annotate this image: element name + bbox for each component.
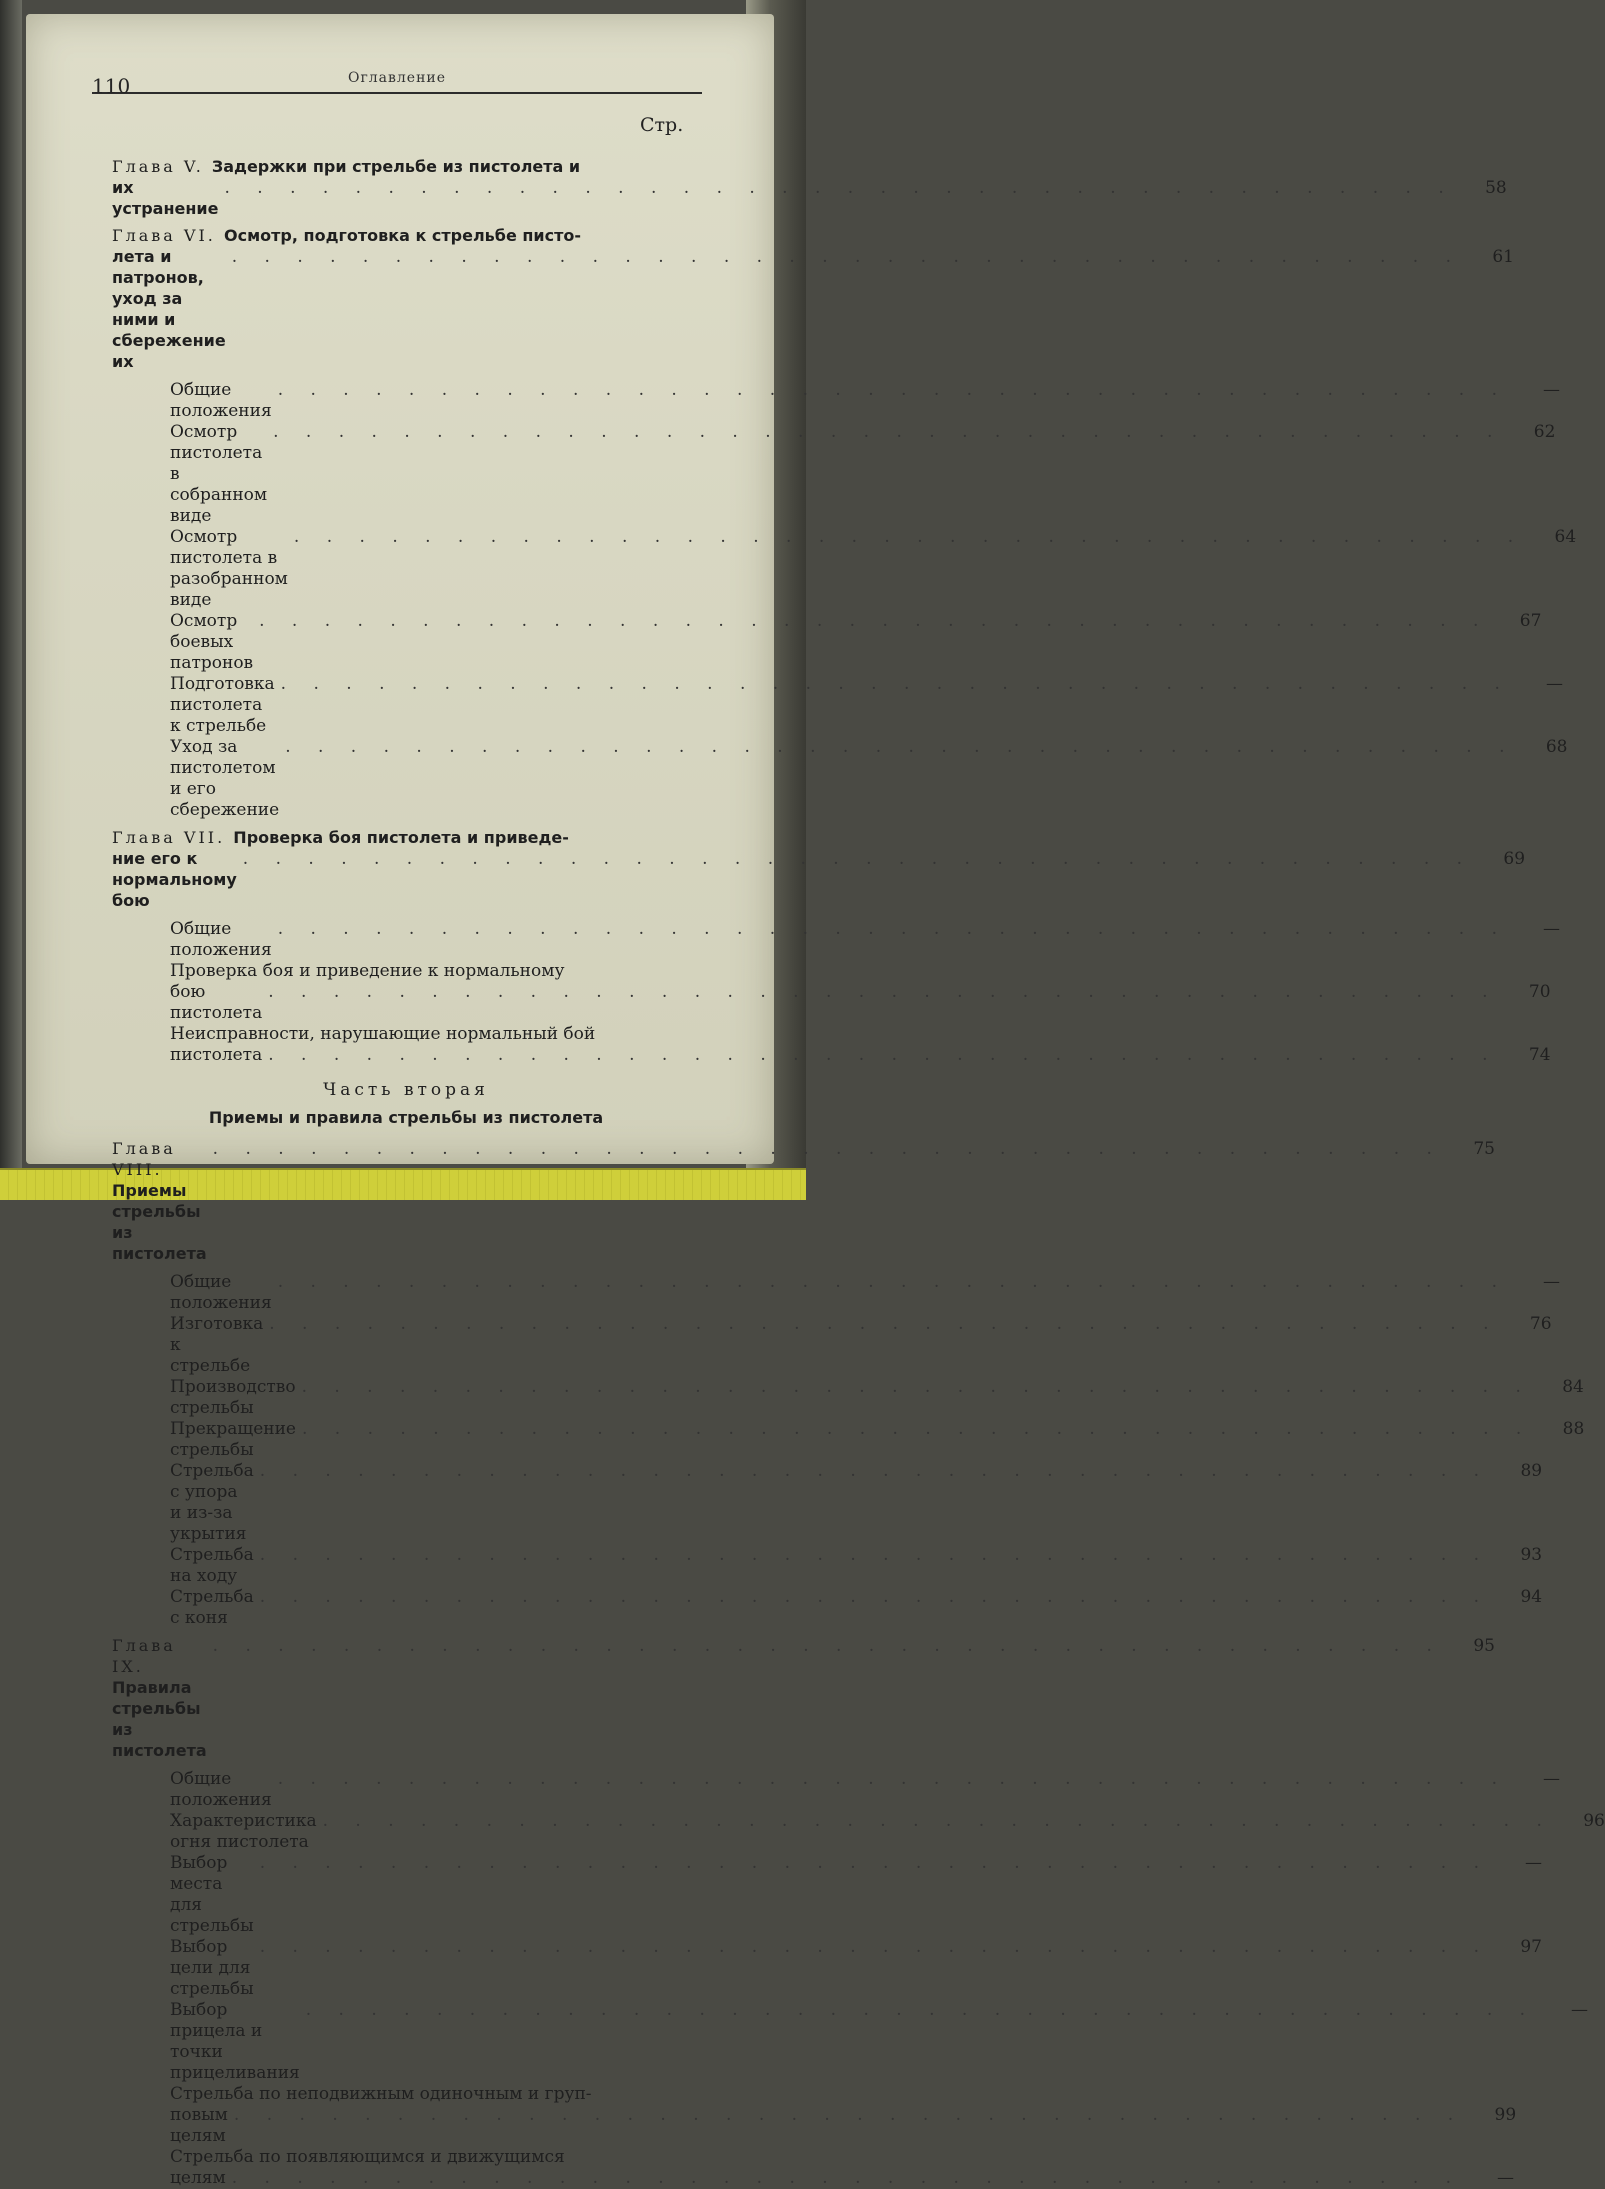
toc-section-entry [112, 611, 1542, 674]
chapter-label: Глава IX. [112, 1636, 176, 1676]
leader-dots: . . . . . . . . . . . . . . . . . . . . . . . . . . . . . . . . . . . . . . [285, 737, 1516, 757]
toc-line [170, 2147, 700, 2168]
chapter-label: Глава VI. [112, 226, 224, 245]
entry-title: Стрельба на ходу [170, 1545, 254, 1586]
page-ref: 74 [1528, 1045, 1551, 1065]
page-ref: 94 [1520, 1587, 1543, 1607]
toc-line [170, 919, 1560, 961]
entry-title: Общие положения [170, 1272, 272, 1313]
toc-line [170, 2168, 1515, 2189]
page-column-header: Стр. [640, 114, 684, 136]
leader-dots: . . . . . . . . . . . . . . . . . . . . . . . . . . . . . . . . . . . . . . [224, 178, 1455, 198]
page-ref: — [1542, 1272, 1560, 1292]
page-ref: 75 [1473, 1139, 1495, 1159]
entry-title: повым целям [170, 2105, 228, 2146]
entry-title: Общие положения [170, 919, 272, 960]
toc-line [112, 827, 700, 848]
toc-section-entry [112, 422, 1556, 527]
leader-dots: . . . . . . . . . . . . . . . . . . . . . . . . . . . . . . . . . . . . . . [277, 919, 1508, 939]
toc-line [112, 848, 1526, 911]
leader-dots: . . . . . . . . . . . . . . . . . . . . . . . . . . . . . . . . . . . . . . [322, 1811, 1553, 1831]
leader-dots: . . . . . . . . . . . . . . . . . . . . . . . . . . . . . . . . . . . . . . [212, 1636, 1443, 1656]
toc-line [170, 2000, 1589, 2084]
page-ref: 58 [1485, 178, 1507, 198]
toc-line [170, 1272, 1560, 1314]
toc-section-entry [112, 1937, 1542, 2000]
page-ref: 68 [1545, 737, 1568, 757]
toc-line [170, 1545, 1543, 1587]
page-ref: 84 [1562, 1377, 1584, 1397]
spacer [112, 911, 700, 919]
toc-section-entry [112, 1769, 1560, 1811]
leader-dots: . . . . . . . . . . . . . . . . . . . . . . . . . . . . . . . . . . . . . . [259, 1853, 1490, 1873]
toc-line [170, 380, 1560, 422]
toc-line [170, 674, 1563, 737]
leader-dots: . . . . . . . . . . . . . . . . . . . . . . . . . . . . . . . . . . . . . . [259, 1587, 1491, 1607]
toc-line [112, 1635, 1495, 1761]
page-ref: 97 [1520, 1937, 1542, 1957]
toc-section-entry [112, 1314, 1552, 1377]
entry-title: Проверка боя и приведение к нормальному [170, 961, 565, 981]
page-ref: 89 [1520, 1461, 1543, 1481]
page-ref: 64 [1554, 527, 1577, 547]
entry-title: Стрельба по появляющимся и движущимся [170, 2147, 565, 2167]
part-title: Часть вторая [323, 1080, 489, 1100]
toc-line [170, 1769, 1560, 1811]
toc-line [170, 1045, 1551, 1066]
entry-title: Прекращение стрельбы [170, 1419, 296, 1460]
page-ref: 69 [1503, 849, 1526, 869]
leader-dots: . . . . . . . . . . . . . . . . . . . . . . . . . . . . . . . . . . . . . . [268, 1045, 1499, 1065]
entry-title: Стрельба с коня [170, 1587, 254, 1628]
page-ref: 95 [1473, 1636, 1495, 1656]
entry-title: бою пистолета [170, 982, 263, 1023]
leader-dots: . . . . . . . . . . . . . . . . . . . . . . . . . . . . . . . . . . . . . . [273, 422, 1504, 442]
toc-chapter-entry [112, 1138, 1495, 1264]
entry-title: Глава V. Задержки при стрельбе из пистолета и [112, 157, 581, 176]
toc-line [170, 2084, 700, 2105]
toc-line [112, 1138, 1495, 1264]
entry-title: Глава VI. Осмотр, подготовка к стрельбе писто- [112, 226, 582, 245]
toc-section-entry [112, 1419, 1585, 1461]
leader-dots: . . . . . . . . . . . . . . . . . . . . . . . . . . . . . . . . . . . . . . [302, 1419, 1533, 1439]
entry-title: Выбор цели для стрельбы [170, 1937, 254, 1999]
page-ref: — [1542, 1769, 1560, 1789]
leader-dots: . . . . . . . . . . . . . . . . . . . . . . . . . . . . . . . . . . . . . . [259, 1545, 1491, 1565]
toc-chapter-entry [112, 827, 1526, 911]
leader-dots: . . . . . . . . . . . . . . . . . . . . . . . . . . . . . . . . . . . . . . [231, 247, 1462, 267]
toc-line [170, 1419, 1585, 1461]
page-ref: 93 [1520, 1545, 1543, 1565]
toc-line [170, 1853, 1542, 1937]
toc-line [170, 1024, 700, 1045]
toc-line [170, 1811, 1605, 1853]
page-ref: 61 [1492, 247, 1514, 267]
entry-title: целям [170, 2168, 226, 2188]
toc-section-entry [112, 2084, 1517, 2147]
entry-title: их устранение [112, 178, 219, 218]
leader-dots: . . . . . . . . . . . . . . . . . . . . . . . . . . . . . . . . . . . . . . [277, 380, 1508, 400]
page-ref: 70 [1528, 982, 1551, 1002]
chapter-label: Глава V. [112, 157, 212, 176]
leader-dots: . . . . . . . . . . . . . . . . . . . . . . . . . . . . . . . . . . . . . . [301, 1377, 1532, 1397]
chapter-label: Глава VIII. [112, 1139, 176, 1179]
leader-dots: . . . . . . . . . . . . . . . . . . . . . . . . . . . . . . . . . . . . . . [269, 1314, 1500, 1334]
toc-section-entry [112, 1545, 1543, 1587]
page-ref: — [1542, 380, 1560, 400]
entry-title: Глава VIII. Приемы стрельбы из пистолета [112, 1139, 207, 1263]
entry-title: пистолета [170, 1045, 263, 1065]
toc-section-entry [112, 1811, 1605, 1853]
toc-section-entry [112, 1024, 1551, 1066]
entry-title: Осмотр боевых патронов [170, 611, 254, 673]
leader-dots: . . . . . . . . . . . . . . . . . . . . . . . . . . . . . . . . . . . . . . [280, 674, 1511, 694]
leader-dots: . . . . . . . . . . . . . . . . . . . . . . . . . . . . . . . . . . . . . . [242, 849, 1474, 869]
toc-section-entry [112, 380, 1560, 422]
toc-chapter-entry [112, 1635, 1495, 1761]
toc-line [170, 737, 1568, 821]
toc-line [170, 2105, 1517, 2147]
backdrop-left [0, 0, 22, 1200]
toc-section-entry [112, 2147, 1515, 2189]
leader-dots: . . . . . . . . . . . . . . . . . . . . . . . . . . . . . . . . . . . . . . [305, 2000, 1537, 2020]
entry-title: Изготовка к стрельбе [170, 1314, 264, 1376]
page-ref: — [1497, 2168, 1515, 2188]
spacer [112, 1264, 700, 1272]
entry-title: Производство стрельбы [170, 1377, 296, 1418]
page-ref: 76 [1529, 1314, 1552, 1334]
toc-section-entry [112, 2000, 1589, 2084]
leader-dots: . . . . . . . . . . . . . . . . . . . . . . . . . . . . . . . . . . . . . . [259, 1461, 1491, 1481]
entry-title: Уход за пистолетом и его сбережение [170, 737, 280, 820]
spacer [112, 372, 700, 380]
leader-dots: . . . . . . . . . . . . . . . . . . . . . . . . . . . . . . . . . . . . . . [259, 611, 1490, 631]
entry-title: Глава IX. Правила стрельбы из пистолета [112, 1636, 207, 1760]
entry-title: Стрельба с упора и из-за укрытия [170, 1461, 254, 1544]
leader-dots: . . . . . . . . . . . . . . . . . . . . . . . . . . . . . . . . . . . . . . [259, 1937, 1490, 1957]
page-ref: 88 [1562, 1419, 1585, 1439]
entry-title: Стрельба по неподвижным одиночным и груп- [170, 2084, 592, 2104]
toc-line [170, 422, 1556, 527]
entry-title: Характеристика огня пистолета [170, 1811, 317, 1852]
toc-line [170, 1461, 1543, 1545]
table-of-contents [112, 150, 1605, 2189]
toc-section-entry [112, 1853, 1542, 1937]
leader-dots: . . . . . . . . . . . . . . . . . . . . . . . . . . . . . . . . . . . . . . [293, 527, 1525, 547]
entry-title: Выбор прицела и точки прицеливания [170, 2000, 300, 2083]
toc-line [170, 1937, 1542, 2000]
entry-title: Общие положения [170, 1769, 272, 1810]
running-title: Оглавление [347, 70, 447, 86]
entry-title: Общие положения [170, 380, 272, 421]
page-ref: 62 [1533, 422, 1556, 442]
toc-section-entry [112, 1272, 1560, 1314]
page-header [92, 62, 702, 98]
toc-section-entry [112, 1377, 1584, 1419]
leader-dots: . . . . . . . . . . . . . . . . . . . . . . . . . . . . . . . . . . . . . . [277, 1272, 1508, 1292]
toc-line [170, 1377, 1584, 1419]
toc-chapter-entry [112, 225, 1514, 372]
toc-line [170, 982, 1551, 1024]
toc-chapter-entry [112, 156, 1507, 219]
toc-line [170, 1314, 1552, 1377]
toc-section-entry [112, 919, 1560, 961]
toc-line [112, 225, 700, 246]
toc-section-entry [112, 737, 1568, 821]
toc-line [170, 611, 1542, 674]
page-number: 110 [92, 74, 131, 98]
toc-line [170, 527, 1577, 611]
page-ref: — [1545, 674, 1563, 694]
part-subtitle: Приемы и правила стрельбы из пистолета [208, 1108, 604, 1127]
chapter-label: Глава VII. [112, 828, 234, 847]
toc-line [112, 246, 1514, 372]
page-ref: — [1571, 2000, 1589, 2020]
page-ref: — [1524, 1853, 1542, 1873]
page-ref: 99 [1494, 2105, 1517, 2125]
toc-line [170, 1587, 1543, 1629]
leader-dots: . . . . . . . . . . . . . . . . . . . . . . . . . . . . . . . . . . . . . . [277, 1769, 1508, 1789]
page-ref: 96 [1583, 1811, 1605, 1831]
page-ref: — [1542, 919, 1560, 939]
toc-line [170, 961, 700, 982]
leader-dots: . . . . . . . . . . . . . . . . . . . . . . . . . . . . . . . . . . . . . . [212, 1139, 1443, 1159]
entry-title: Выбор места для стрельбы [170, 1853, 254, 1936]
entry-title: ние его к нормальному бою [112, 849, 237, 910]
page-ref: 67 [1519, 611, 1542, 631]
leader-dots: . . . . . . . . . . . . . . . . . . . . . . . . . . . . . . . . . . . . . . [231, 2168, 1463, 2188]
entry-title: Подготовка пистолета к стрельбе [170, 674, 275, 736]
toc-line [112, 177, 1507, 219]
toc-section-entry [112, 1461, 1543, 1545]
leader-dots: . . . . . . . . . . . . . . . . . . . . . . . . . . . . . . . . . . . . . . [268, 982, 1499, 1002]
entry-title: Осмотр пистолета в собранном виде [170, 422, 268, 526]
spacer [112, 1761, 700, 1769]
toc-section-entry [112, 527, 1577, 611]
leader-dots: . . . . . . . . . . . . . . . . . . . . . . . . . . . . . . . . . . . . . . [233, 2105, 1465, 2125]
entry-title: лета и патронов, уход за ними и сбережение их [112, 247, 226, 371]
toc-line [112, 156, 700, 177]
toc-section-entry [112, 674, 1563, 737]
entry-title: Неисправности, нарушающие нормальный бой [170, 1024, 596, 1044]
toc-section-entry [112, 1587, 1543, 1629]
toc-section-entry [112, 961, 1551, 1024]
entry-title: Глава VII. Проверка боя пистолета и приведе- [112, 828, 569, 847]
entry-title: Осмотр пистолета в разобранном виде [170, 527, 288, 610]
